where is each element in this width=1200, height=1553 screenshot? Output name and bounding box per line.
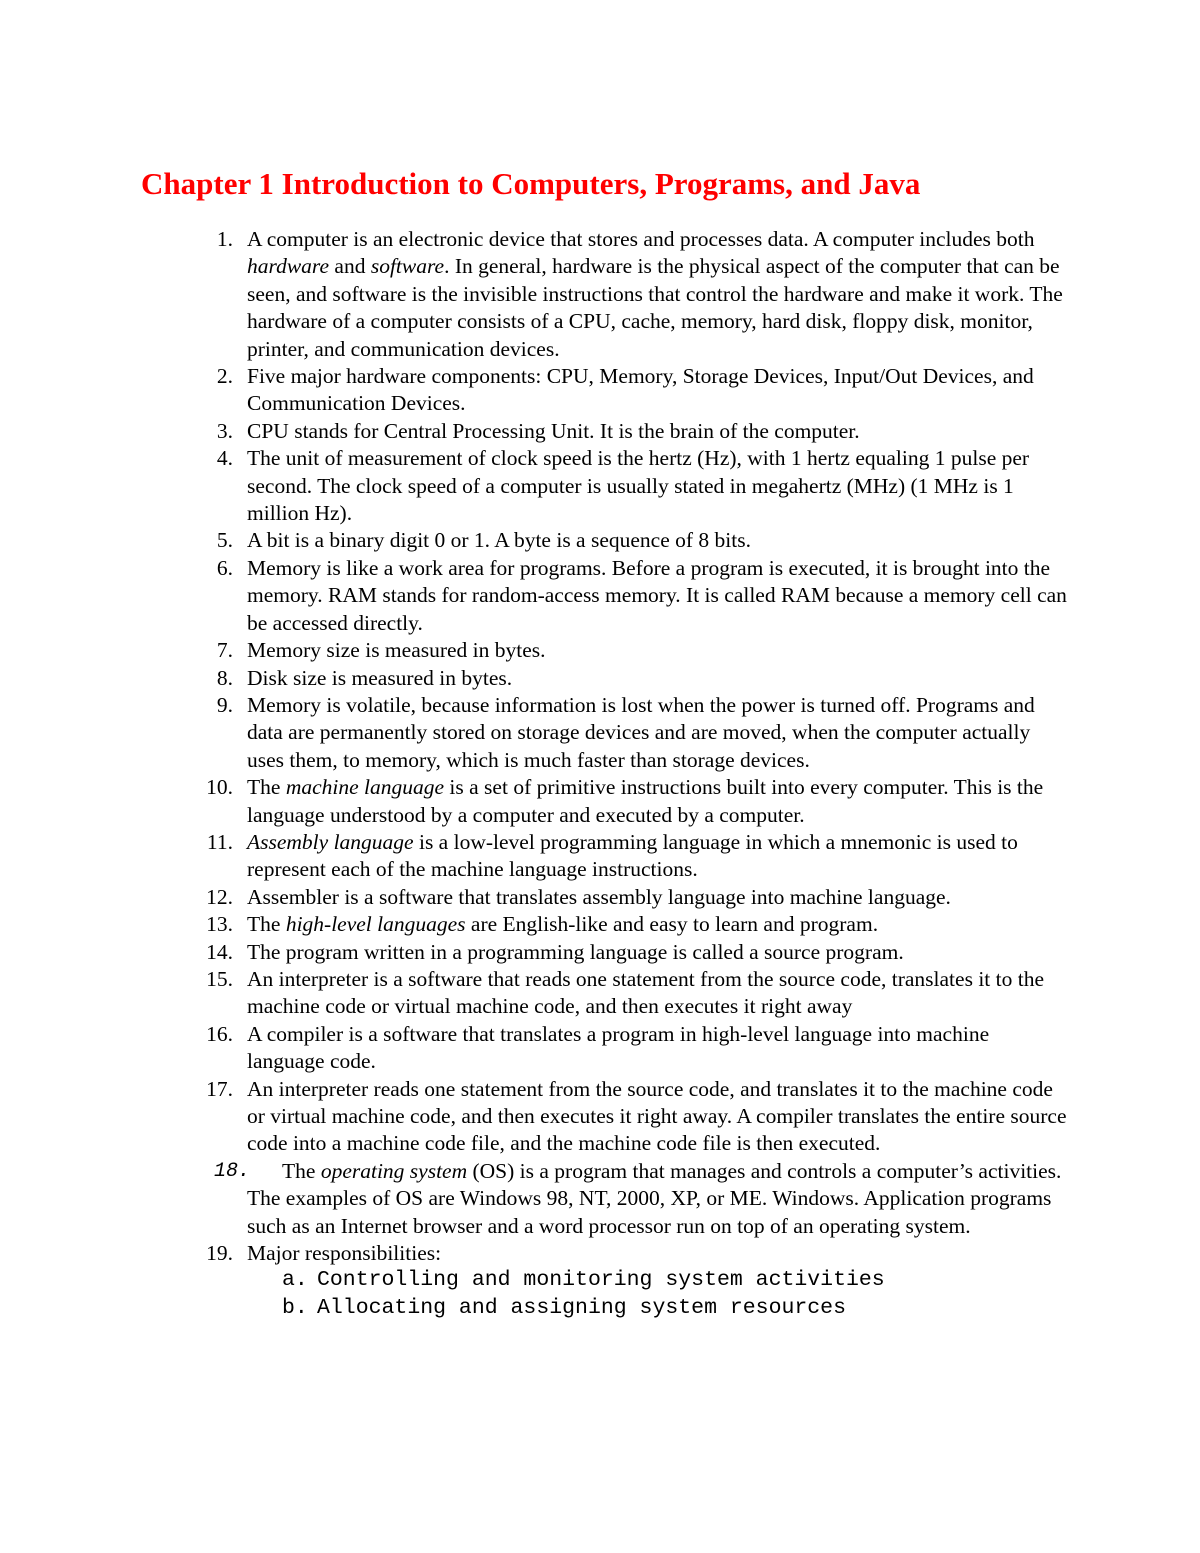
emphasized-term: Assembly language	[247, 829, 414, 854]
list-item	[0, 884, 1200, 911]
list-item	[0, 363, 1200, 418]
text-segment: are English-like and easy to learn and program.	[465, 912, 879, 937]
item-number: 16.	[206, 1021, 233, 1046]
answer-list	[0, 226, 1200, 1322]
list-item	[0, 226, 1200, 363]
item-text	[247, 445, 1067, 527]
item-number: 18.	[214, 1159, 251, 1183]
text-segment: Memory is like a work area for programs. Before a program is executed, it is brought into the memory. RAM stands for random-access memory. It is called RAM because a memory cell can be accessed directly.	[247, 555, 1067, 635]
item-text	[247, 1076, 1067, 1158]
text-segment: Assembler is a software that translates assembly language into machine language.	[247, 884, 951, 909]
item-number: 12.	[206, 884, 233, 909]
text-segment: The program written in a programming language is called a source program.	[247, 939, 904, 964]
list-item	[0, 966, 1200, 1021]
item-text	[247, 911, 1067, 938]
sub-list-item	[282, 1267, 1200, 1294]
text-segment: An interpreter reads one statement from the source code, and translates it to the machine code or virtual machine code, and then executes it right away. A compiler translates the entire source code into a machine code file, and the machine code file is then executed.	[247, 1076, 1067, 1156]
item-text	[247, 665, 1067, 692]
item-number: 3.	[216, 418, 233, 443]
item-text	[247, 1240, 1067, 1267]
item-text	[247, 1021, 1067, 1076]
item-text	[247, 939, 1067, 966]
item-number: 4.	[216, 446, 233, 471]
list-item	[0, 939, 1200, 966]
text-segment: is a set of primitive instructions built into every computer. This is the language understood by a computer and executed by a computer.	[247, 775, 1044, 827]
text-segment: and	[329, 254, 371, 279]
item-text	[247, 363, 1067, 418]
item-number: 5.	[216, 528, 233, 553]
text-segment: (OS) is a program that manages and controls a computer’s activities. The examples of OS are Windows 98, NT, 2000, XP, or ME. Windows. Application programs such as an Internet browser and a word processor run on top of an operating system.	[247, 1158, 1062, 1238]
item-number: 19.	[206, 1241, 233, 1266]
sub-item-text: Controlling and monitoring system activities	[317, 1268, 885, 1293]
item-number: 1.	[216, 227, 233, 251]
item-text	[247, 1158, 1067, 1240]
chapter-title: Chapter 1 Introduction to Computers, Programs, and Java	[141, 166, 921, 201]
text-segment: A bit is a binary digit 0 or 1. A byte is a sequence of 8 bits.	[247, 528, 751, 553]
item-text	[247, 966, 1067, 1021]
text-segment: . In general, hardware is the physical aspect of the computer that can be seen, and software is the invisible instructions that control the hardware and make it work. The hardware of a computer consists of a CPU, cache, memory, hard disk, floppy disk, monitor, printer, and communication devices.	[247, 254, 1063, 361]
item-number: 2.	[216, 364, 233, 389]
item-number: 11.	[206, 829, 233, 854]
list-item	[0, 555, 1200, 637]
list-item	[0, 637, 1200, 664]
text-segment: The	[247, 775, 286, 800]
text-segment: The	[247, 912, 286, 937]
item-number: 7.	[216, 638, 233, 663]
item-number: 15.	[206, 966, 233, 991]
item-number: 9.	[216, 692, 233, 717]
text-segment: is a low-level programming language in which a mnemonic is used to represent each of the machine language instructions.	[247, 829, 1018, 882]
text-segment: An interpreter is a software that reads one statement from the source code, translates it to the machine code or virtual machine code, and then executes it right away	[247, 966, 1045, 1019]
list-item	[0, 911, 1200, 938]
list-item	[0, 692, 1200, 774]
list-item	[0, 418, 1200, 445]
item-number: 13.	[206, 912, 233, 937]
item-text	[247, 637, 1067, 664]
item-text	[247, 555, 1067, 637]
item-text	[247, 418, 1067, 445]
emphasized-term: software	[370, 254, 445, 279]
emphasized-term: machine language	[285, 775, 445, 800]
list-item	[0, 829, 1200, 884]
text-segment: Disk size is measured in bytes.	[247, 665, 513, 690]
item-number: 8.	[216, 665, 233, 690]
text-segment: Memory size is measured in bytes.	[247, 638, 546, 663]
list-item	[0, 527, 1200, 554]
emphasized-term: operating system	[320, 1158, 468, 1183]
list-item	[0, 774, 1200, 829]
text-segment: Major responsibilities:	[247, 1241, 442, 1266]
sub-item-label: a.	[282, 1268, 308, 1293]
item-number: 6.	[216, 555, 233, 580]
item-number: 17.	[206, 1076, 233, 1101]
text-segment: A compiler is a software that translates a program in high-level language into machine language code.	[247, 1021, 990, 1074]
item-text	[247, 226, 1067, 363]
item-number: 10.	[206, 775, 233, 800]
list-item	[0, 665, 1200, 692]
text-segment: Memory is volatile, because information is lost when the power is turned off. Programs and data are permanently stored on storage devices and are moved, when the computer actually uses them, to memory, which is much faster than storage devices.	[247, 692, 1035, 772]
sub-list	[0, 1267, 1200, 1322]
text-segment: The unit of measurement of clock speed is the hertz (Hz), with 1 hertz equaling 1 pulse per second. The clock speed of a computer is usually stated in megahertz (MHz) (1 MHz is 1 million Hz).	[247, 446, 1030, 526]
text-segment: The	[282, 1158, 321, 1183]
text-segment: A computer is an electronic device that stores and processes data. A computer includes both	[247, 227, 1035, 251]
list-item	[0, 1240, 1200, 1322]
list-item	[0, 445, 1200, 527]
item-number: 14.	[206, 939, 233, 964]
item-text	[247, 692, 1067, 774]
sub-item-label: b.	[282, 1295, 308, 1320]
item-text	[247, 829, 1067, 884]
emphasized-term: high-level languages	[285, 912, 466, 937]
list-item	[0, 1158, 1200, 1240]
list-item	[0, 1076, 1200, 1158]
text-segment: Five major hardware components: CPU, Memory, Storage Devices, Input/Out Devices, and Communication Devices.	[247, 364, 1034, 416]
item-text	[247, 527, 1067, 554]
item-text	[247, 774, 1067, 829]
emphasized-term: hardware	[247, 254, 330, 279]
sub-item-text: Allocating and assigning system resources	[317, 1295, 846, 1320]
list-item	[0, 1021, 1200, 1076]
sub-list-item	[282, 1295, 1200, 1322]
item-text	[247, 884, 1067, 911]
text-segment: CPU stands for Central Processing Unit. It is the brain of the computer.	[247, 418, 860, 443]
